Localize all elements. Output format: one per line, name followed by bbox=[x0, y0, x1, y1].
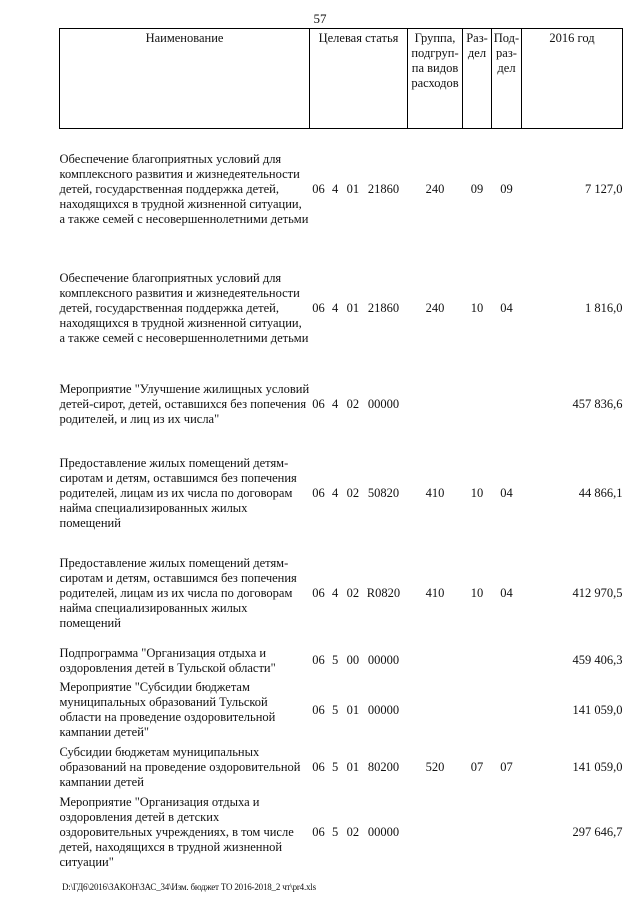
target-subprogram: 5 bbox=[332, 702, 339, 717]
row-subsection: 04 bbox=[500, 486, 513, 500]
row-amount: 1 816,0 bbox=[585, 300, 623, 315]
target-subprogram: 5 bbox=[332, 760, 339, 774]
row-name: Субсидии бюджетам муниципальных образований на проведение оздоровительной кампании детей bbox=[59, 745, 301, 789]
target-direction: 50820 bbox=[367, 486, 400, 500]
row-name: Мероприятие "Субсидии бюджетам муниципальных образований Тульской области на проведение оздоровительной кампании детей" bbox=[59, 680, 276, 739]
row-section bbox=[463, 379, 492, 431]
header-row bbox=[60, 29, 623, 129]
target-event: 01 bbox=[346, 702, 360, 717]
header-section: Раз- дел bbox=[463, 29, 492, 129]
row-amount: 7 127,0 bbox=[585, 181, 623, 196]
row-amount: 459 406,3 bbox=[572, 653, 623, 667]
row-target bbox=[310, 141, 408, 238]
target-program: 06 bbox=[312, 586, 325, 600]
table-row bbox=[60, 453, 623, 535]
target-subprogram: 4 bbox=[332, 300, 339, 315]
row-target bbox=[310, 453, 408, 535]
header-target: Целевая статья bbox=[310, 29, 408, 129]
row-section bbox=[463, 645, 492, 677]
row-subsection bbox=[492, 792, 522, 874]
target-event: 02 bbox=[346, 586, 360, 600]
table-row bbox=[60, 645, 623, 677]
header-name: Наименование bbox=[60, 29, 310, 129]
target-subprogram: 4 bbox=[332, 397, 339, 411]
target-direction: 21860 bbox=[367, 300, 400, 315]
row-section: 10 bbox=[470, 586, 484, 600]
target-subprogram: 4 bbox=[332, 486, 339, 500]
row-amount: 297 646,7 bbox=[572, 825, 623, 839]
row-target bbox=[310, 553, 408, 635]
target-program: 06 bbox=[312, 825, 325, 839]
row-name: Обеспечение благоприятных условий для комплексного развития и жизнедеятельности детей, государственная поддержка детей, находящихся в трудной жизненной ситуации, а также семей с несовершеннолетними детьми bbox=[59, 151, 309, 226]
table-row bbox=[60, 379, 623, 431]
row-subsection bbox=[492, 379, 522, 431]
row-amount: 457 836,6 bbox=[572, 397, 623, 411]
target-subprogram: 4 bbox=[332, 181, 339, 196]
row-name: Обеспечение благоприятных условий для комплексного развития и жизнедеятельности детей, государственная поддержка детей, находящихся в трудной жизненной ситуации, а также семей с несовершеннолетними детьми bbox=[59, 270, 309, 345]
target-program: 06 bbox=[312, 760, 325, 774]
target-direction: 21860 bbox=[367, 181, 400, 196]
row-target bbox=[310, 379, 408, 431]
target-event: 00 bbox=[346, 653, 360, 667]
row-group: 410 bbox=[425, 586, 445, 600]
row-name: Мероприятие "Организация отдыха и оздоровления детей в детских оздоровительных учреждениях, в том числе детей, находящихся в трудной жизненной ситуации" bbox=[59, 795, 294, 869]
row-section bbox=[463, 792, 492, 874]
page-number: 57 bbox=[313, 11, 327, 26]
row-amount: 412 970,5 bbox=[572, 586, 623, 600]
row-group bbox=[408, 379, 463, 431]
row-section: 10 bbox=[470, 300, 484, 315]
row-subsection: 04 bbox=[500, 586, 513, 600]
row-name: Предоставление жилых помещений детям-сиротам и детям, оставшимся без попечения родителей, лицам из их числа по договорам найма специализированных жилых помещений bbox=[59, 556, 297, 630]
target-subprogram: 4 bbox=[332, 586, 339, 600]
target-program: 06 bbox=[312, 486, 325, 500]
row-target bbox=[310, 792, 408, 874]
target-direction: 00000 bbox=[367, 702, 400, 717]
target-direction: 00000 bbox=[367, 653, 400, 667]
row-amount: 141 059,0 bbox=[572, 760, 623, 774]
target-program: 06 bbox=[312, 397, 325, 411]
row-group: 240 bbox=[425, 181, 445, 196]
table-row bbox=[60, 553, 623, 635]
row-section bbox=[463, 677, 492, 744]
row-group: 410 bbox=[425, 486, 445, 500]
row-group bbox=[408, 677, 463, 744]
budget-table bbox=[59, 28, 623, 874]
row-target bbox=[310, 744, 408, 792]
target-direction: 00000 bbox=[367, 825, 400, 839]
row-amount: 141 059,0 bbox=[572, 702, 623, 717]
target-event: 01 bbox=[346, 300, 360, 315]
table-row bbox=[60, 260, 623, 357]
target-direction: 80200 bbox=[367, 760, 400, 774]
row-section: 09 bbox=[470, 181, 484, 196]
target-event: 02 bbox=[346, 825, 360, 839]
target-program: 06 bbox=[312, 181, 325, 196]
target-program: 06 bbox=[312, 702, 325, 717]
row-target bbox=[310, 645, 408, 677]
table-row bbox=[60, 677, 623, 744]
target-subprogram: 5 bbox=[332, 653, 339, 667]
row-group bbox=[408, 792, 463, 874]
row-name: Подпрограмма "Организация отдыха и оздоровления детей в Тульской области" bbox=[59, 645, 276, 675]
target-event: 02 bbox=[346, 486, 360, 500]
target-direction: 00000 bbox=[367, 397, 400, 411]
target-subprogram: 5 bbox=[332, 825, 339, 839]
target-event: 01 bbox=[346, 181, 360, 196]
row-subsection bbox=[492, 677, 522, 744]
row-group: 520 bbox=[425, 760, 445, 774]
file-path-footer: D:\ГД6\2016\ЗАКОН\ЗАС_34\Изм. бюджет ТО 2016-2018_2 чт\pr4.xls bbox=[62, 882, 316, 892]
target-event: 02 bbox=[346, 397, 360, 411]
target-event: 01 bbox=[346, 760, 360, 774]
header-year: 2016 год bbox=[522, 29, 623, 129]
row-group bbox=[408, 645, 463, 677]
target-program: 06 bbox=[312, 653, 325, 667]
row-amount: 44 866,1 bbox=[578, 486, 623, 500]
row-subsection: 04 bbox=[500, 300, 513, 315]
table-row bbox=[60, 792, 623, 874]
row-target bbox=[310, 260, 408, 357]
table-row bbox=[60, 744, 623, 792]
header-subsection: Под- раз- дел bbox=[492, 29, 522, 129]
row-section: 10 bbox=[470, 486, 484, 500]
row-group: 240 bbox=[425, 300, 445, 315]
target-direction: R0820 bbox=[366, 586, 401, 600]
table-row bbox=[60, 141, 623, 238]
row-section: 07 bbox=[470, 760, 484, 774]
row-name: Предоставление жилых помещений детям-сиротам и детям, оставшимся без попечения родителей, лицам из их числа по договорам найма специализированных жилых помещений bbox=[59, 456, 297, 530]
target-program: 06 bbox=[312, 300, 325, 315]
row-subsection bbox=[492, 645, 522, 677]
row-subsection: 09 bbox=[500, 181, 513, 196]
row-target bbox=[310, 677, 408, 744]
row-subsection: 07 bbox=[500, 760, 513, 774]
row-name: Мероприятие "Улучшение жилищных условий детей-сирот, детей, оставшихся без попечения родителей, и лиц из их числа" bbox=[59, 382, 310, 426]
header-group: Группа, подгруп- па видов расходов bbox=[408, 29, 463, 129]
